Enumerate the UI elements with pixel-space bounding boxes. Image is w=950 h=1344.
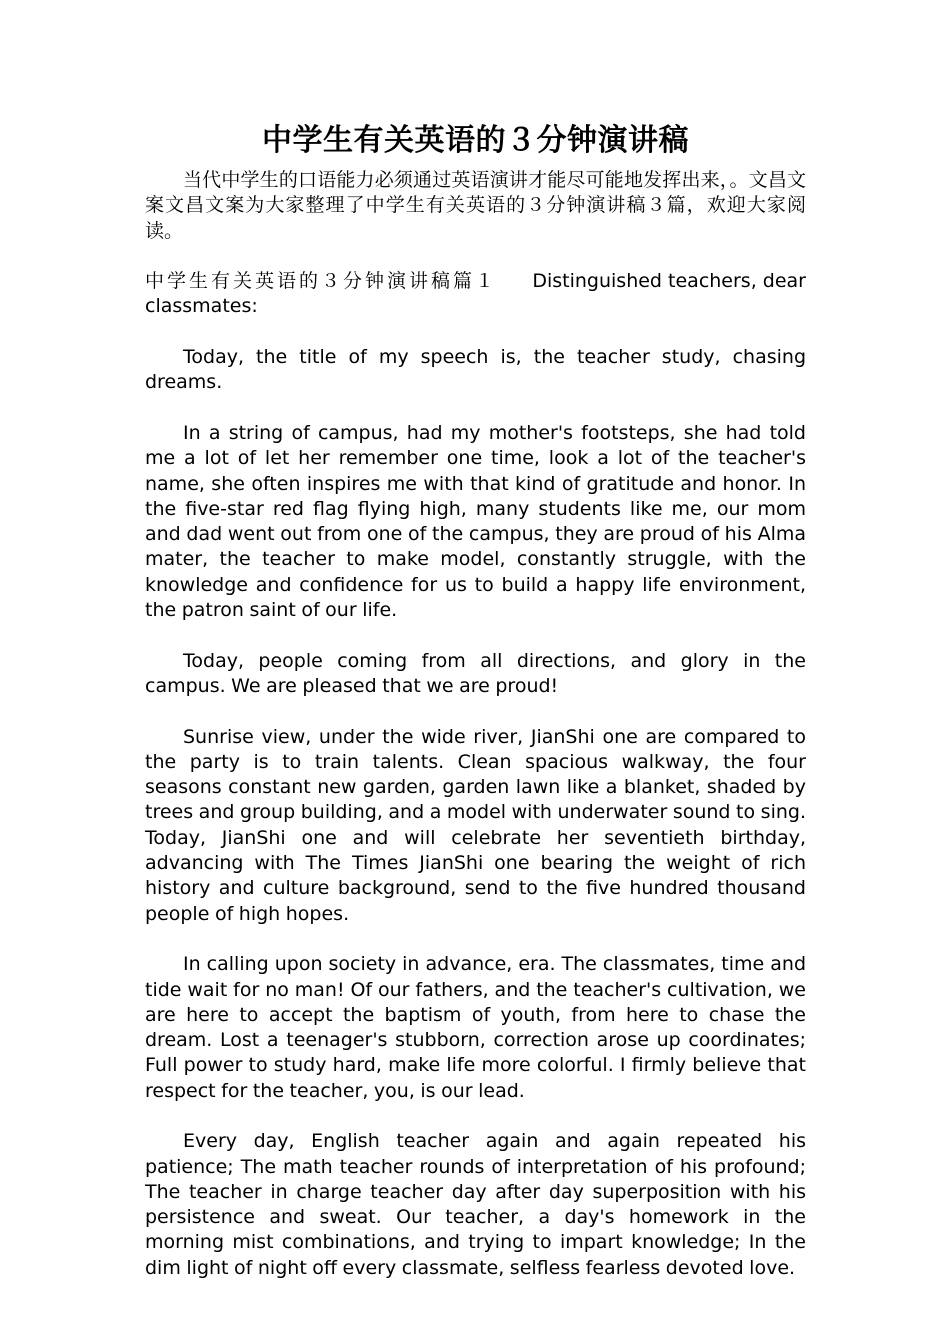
paragraph-gap (145, 699, 806, 724)
section-heading-line (145, 269, 806, 294)
body-paragraph: Every day, English teacher again and again repeated his patience; The math teacher rounds of interpretation of his profound; The teacher in charge teacher day after day superposition with his persistence and sweat. Our teacher, a day's homework in the morning mist combinations, and trying to impart knowledge; In the dim light of night off every classmate, selfless fearless devoted love. (145, 1130, 806, 1279)
paragraph-gap (145, 244, 806, 269)
document-page (145, 120, 806, 1281)
greeting-line-2: classmates: (145, 295, 258, 318)
document-title: 中学生有关英语的３分钟演讲稿 (262, 123, 689, 158)
body-paragraph: In calling upon society in advance, era. The classmates, time and tide wait for no man! Of our fathers, and the teacher's cultivation, we are here to accept the baptism of youth, from here to chase the dream. Lost a teenager's stubborn, correction arose up coordinates; Full power to study hard, make life more colorful. I firmly believe that respect for the teacher, you, is our lead. (145, 953, 806, 1102)
body-paragraph: Sunrise view, under the wide river, JianShi one are compared to the party is to train talents. Clean spacious walkway, the four seasons constant new garden, garden lawn like a blanket, shaded by trees and group building, and a model with underwater sound to sing. Today, JianShi one and will celebrate her seventieth birthday, advancing with The Times JianShi one bearing the weight of rich history and culture background, send to the five hundred thousand people of high hopes. (145, 725, 806, 925)
intro-paragraph: 当代中学生的口语能力必须通过英语演讲才能尽可能地发挥出来，。文昌文案文昌文案为大家整理了中学生有关英语的３分钟演讲稿３篇，欢迎大家阅读。 (145, 169, 806, 242)
paragraph-gap (145, 1104, 806, 1129)
paragraph-gap (145, 927, 806, 952)
greeting-line-1: Distinguished teachers, dear (532, 270, 806, 293)
paragraph-gap (145, 320, 806, 345)
body-paragraph: Today, people coming from all directions, and glory in the campus. We are pleased that we are proud! (145, 649, 806, 697)
body-paragraph: In a string of campus, had my mother's footsteps, she had told me a lot of let her remember one time, look a lot of the teacher's name, she often inspires me with that kind of gratitude and honor. In the five-star red flag flying high, many students like me, our mom and dad went out from one of the campus, they are proud of his Alma mater, the teacher to make model, constantly struggle, with the knowledge and confidence for us to build a happy life environment, the patron saint of our life. (145, 421, 806, 622)
paragraph-gap (145, 396, 806, 421)
body-paragraph: Today, the title of my speech is, the teacher study, chasing dreams. (145, 346, 806, 394)
paragraph-gap (145, 623, 806, 648)
section-heading: 中学生有关英语的３分钟演讲稿篇１ (145, 270, 498, 293)
